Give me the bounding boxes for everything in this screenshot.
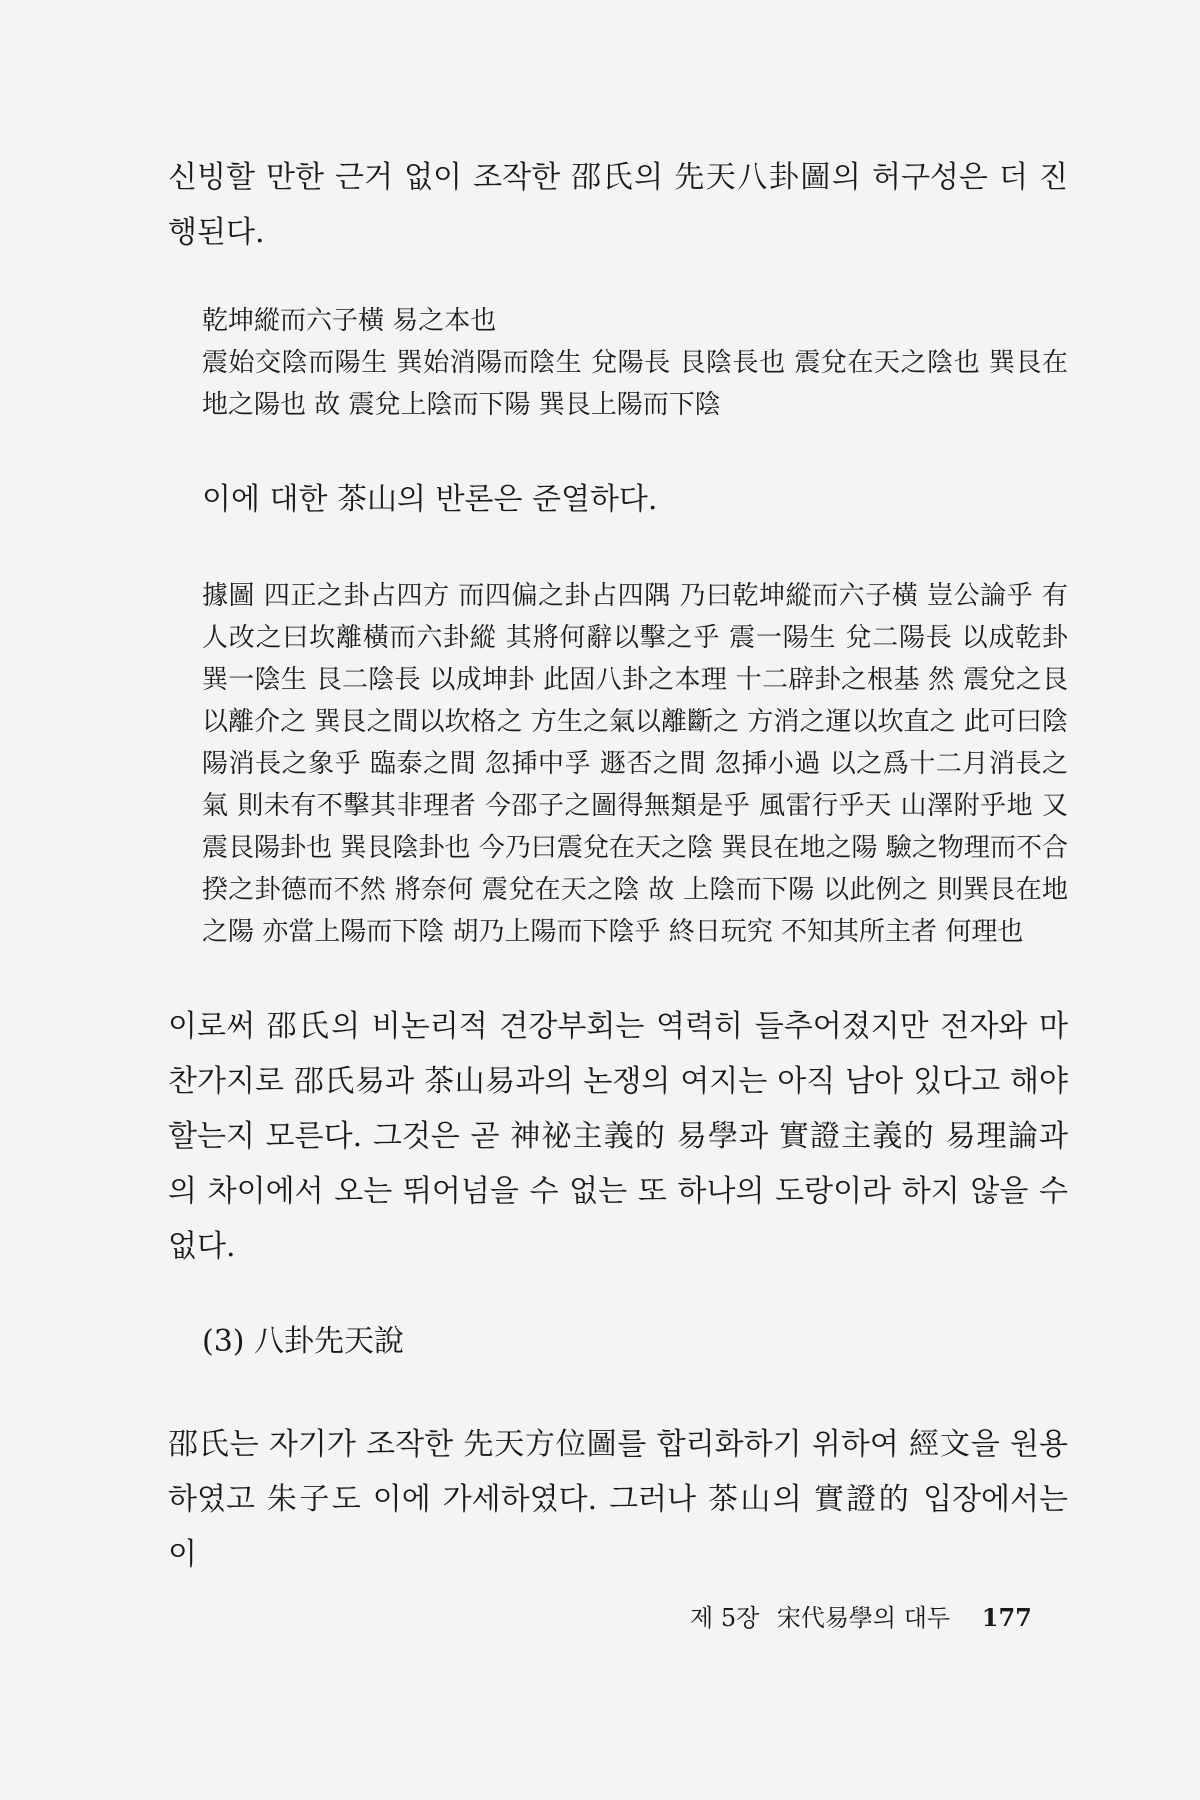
running-footer [690,1598,1090,1633]
page-body [168,150,1068,1622]
paragraph-rebuttal-lead: 이에 대한 茶山의 반론은 준열하다. [202,482,658,517]
quote-line: 震始交陰而陽生 巽始消陽而陰生 兌陽長 艮陰長也 震兌在天之陰也 巽艮在地之陽也 故 震兌上陰而下陽 巽艮上陽而下陰 [202,348,1068,420]
quote-block-dasan [202,575,1068,953]
paragraph-intro: 신빙할 만한 근거 없이 조작한 邵氏의 先天八卦圖의 허구성은 더 진행된다. [168,160,1068,250]
section-heading: (3) 八卦先天說 [202,1324,405,1359]
chapter-label: 제 5장 [690,1604,760,1632]
chapter-title: 宋代易學의 대두 [776,1604,951,1632]
quote-line: 乾坤縱而六子橫 易之本也 [202,306,497,336]
quote-text: 據圖 四正之卦占四方 而四偏之卦占四隅 乃曰乾坤縱而六子橫 豈公論乎 有人改之曰坎離橫而六卦縱 其將何辭以擊之乎 震一陽生 兌二陽長 以成乾卦 巽一陰生 艮二陰長 以成坤卦 此固八卦之本理 十二辟卦之根基 然 震兌之艮以離介之 巽艮之間以坎格之 方生之氣以離斷之 方消之運以坎直之 此可曰陰陽消長之象乎 臨泰之間 忽揷中孚 遯否之間 忽揷小過 以之爲十二月消長之氣 則未有不擊其非理者 今邵子之圖得無類是乎 風雷行乎天 山澤附乎地 又震艮陽卦也 巽艮陰卦也 今乃曰震兌在天之陰 巽艮在地之陽 驗之物理而不合揆之卦德而不然 將奈何 震兌在天之陰 故 上陰而下陽 以此例之 則巽艮在地之陽 亦當上陽而下陰 胡乃上陽而下陰乎 終日玩究 不知其所主者 何理也 [202,581,1068,947]
page-number: 177 [981,1603,1032,1632]
paragraph-section-start: 邵氏는 자기가 조작한 先天方位圖를 합리화하기 위하여 經文을 원용하였고 朱子도 이에 가세하였다. 그러나 茶山의 實證的 입장에서는 이 [168,1427,1068,1572]
paragraph-conclusion: 이로써 邵氏의 비논리적 견강부회는 역력히 들추어졌지만 전자와 마찬가지로 邵氏易과 茶山易과의 논쟁의 여지는 아직 남아 있다고 해야 할는지 모른다. 그것은 곧 神祕主義的 易學과 實證主義的 易理論과의 차이에서 오는 뛰어넘을 수 없는 또 하나의 도랑이라 하지 않을 수 없다. [168,1009,1068,1264]
quote-block-shao [202,300,1068,426]
